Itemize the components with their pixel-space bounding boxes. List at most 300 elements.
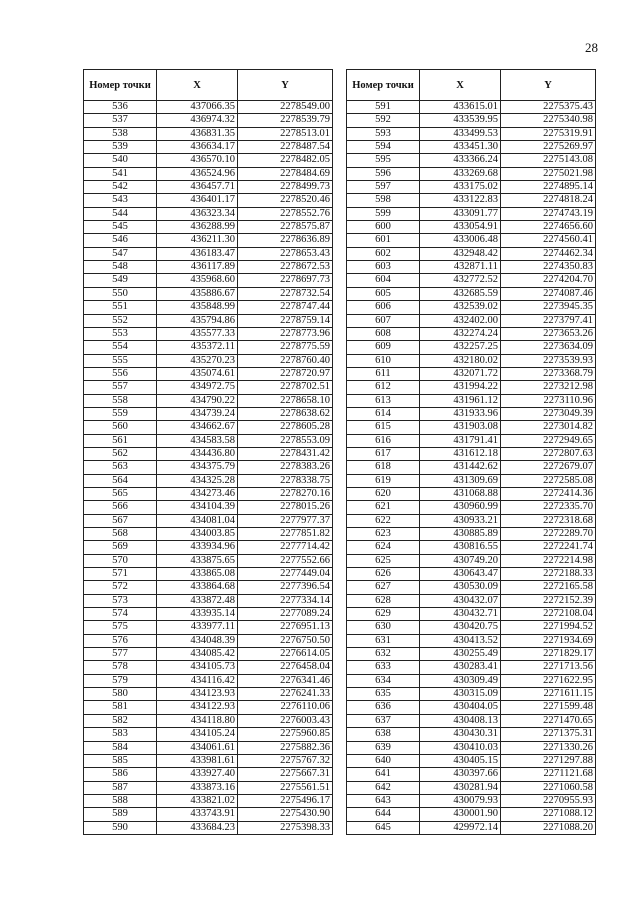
cell-x: 433269.68	[420, 167, 501, 180]
cell-y: 2273945.35	[501, 301, 596, 314]
cell-x: 434123.93	[157, 688, 238, 701]
cell-point-number: 550	[84, 287, 157, 300]
table-row	[84, 474, 333, 487]
cell-y: 2278760.40	[238, 354, 333, 367]
cell-point-number: 612	[347, 381, 420, 394]
cell-point-number: 581	[84, 701, 157, 714]
cell-y: 2274656.60	[501, 221, 596, 234]
table-row	[84, 407, 333, 420]
table-row	[347, 741, 596, 754]
coordinates-table-right	[346, 69, 596, 835]
cell-point-number: 613	[347, 394, 420, 407]
cell-x: 431068.88	[420, 487, 501, 500]
cell-x: 434662.67	[157, 421, 238, 434]
cell-y: 2271470.65	[501, 714, 596, 727]
cell-y: 2273212.98	[501, 381, 596, 394]
cell-y: 2276614.05	[238, 648, 333, 661]
cell-x: 434118.80	[157, 714, 238, 727]
cell-point-number: 559	[84, 407, 157, 420]
cell-x: 433977.11	[157, 621, 238, 634]
cell-x: 430001.90	[420, 808, 501, 821]
cell-point-number: 616	[347, 434, 420, 447]
table-row	[84, 608, 333, 621]
cell-x: 432685.59	[420, 287, 501, 300]
cell-point-number: 549	[84, 274, 157, 287]
cell-x: 432948.42	[420, 247, 501, 260]
cell-point-number: 644	[347, 808, 420, 821]
cell-y: 2278383.26	[238, 461, 333, 474]
cell-y: 2278697.73	[238, 274, 333, 287]
cell-point-number: 615	[347, 421, 420, 434]
cell-x: 434122.93	[157, 701, 238, 714]
cell-y: 2276341.46	[238, 674, 333, 687]
table-row	[347, 474, 596, 487]
cell-y: 2272335.70	[501, 501, 596, 514]
table-row	[84, 367, 333, 380]
cell-y: 2274350.83	[501, 261, 596, 274]
cell-x: 433927.40	[157, 768, 238, 781]
cell-point-number: 538	[84, 127, 157, 140]
cell-y: 2278553.09	[238, 434, 333, 447]
cell-y: 2278702.51	[238, 381, 333, 394]
cell-x: 432071.72	[420, 367, 501, 380]
cell-x: 436634.17	[157, 141, 238, 154]
cell-point-number: 627	[347, 581, 420, 594]
cell-x: 429972.14	[420, 821, 501, 834]
header-point-number: Номер точки	[347, 70, 420, 101]
table-row	[347, 594, 596, 607]
cell-y: 2272679.07	[501, 461, 596, 474]
table-row	[84, 341, 333, 354]
cell-y: 2271297.88	[501, 754, 596, 767]
table-row	[84, 354, 333, 367]
table-row	[347, 274, 596, 287]
cell-y: 2271088.12	[501, 808, 596, 821]
cell-x: 434085.42	[157, 648, 238, 661]
cell-point-number: 563	[84, 461, 157, 474]
cell-y: 2271121.68	[501, 768, 596, 781]
cell-y: 2276951.13	[238, 621, 333, 634]
cell-y: 2275496.17	[238, 794, 333, 807]
cell-y: 2277977.37	[238, 514, 333, 527]
cell-x: 433865.08	[157, 568, 238, 581]
cell-y: 2275375.43	[501, 101, 596, 114]
table-row	[347, 554, 596, 567]
cell-point-number: 564	[84, 474, 157, 487]
header-x: X	[420, 70, 501, 101]
cell-y: 2271088.20	[501, 821, 596, 834]
cell-x: 430643.47	[420, 568, 501, 581]
cell-x: 431994.22	[420, 381, 501, 394]
table-row	[84, 781, 333, 794]
table-body-right	[347, 101, 596, 835]
cell-y: 2278520.46	[238, 194, 333, 207]
table-row	[347, 114, 596, 127]
cell-x: 433873.16	[157, 781, 238, 794]
table-row	[347, 127, 596, 140]
cell-point-number: 635	[347, 688, 420, 701]
cell-x: 436323.34	[157, 207, 238, 220]
table-row	[347, 354, 596, 367]
cell-point-number: 594	[347, 141, 420, 154]
cell-x: 433821.02	[157, 794, 238, 807]
table-row	[84, 274, 333, 287]
cell-point-number: 592	[347, 114, 420, 127]
table-row	[347, 808, 596, 821]
cell-y: 2275143.08	[501, 154, 596, 167]
table-row	[347, 194, 596, 207]
cell-x: 436183.47	[157, 247, 238, 260]
cell-point-number: 539	[84, 141, 157, 154]
cell-y: 2278487.54	[238, 141, 333, 154]
cell-x: 434081.04	[157, 514, 238, 527]
cell-y: 2273014.82	[501, 421, 596, 434]
cell-x: 430933.21	[420, 514, 501, 527]
cell-point-number: 602	[347, 247, 420, 260]
cell-y: 2274204.70	[501, 274, 596, 287]
cell-point-number: 562	[84, 447, 157, 460]
cell-point-number: 645	[347, 821, 420, 834]
cell-y: 2277449.04	[238, 568, 333, 581]
cell-x: 430430.31	[420, 728, 501, 741]
cell-x: 430816.55	[420, 541, 501, 554]
cell-x: 436974.32	[157, 114, 238, 127]
cell-x: 431612.18	[420, 447, 501, 460]
cell-y: 2276241.33	[238, 688, 333, 701]
cell-point-number: 598	[347, 194, 420, 207]
cell-point-number: 552	[84, 314, 157, 327]
table-row	[84, 314, 333, 327]
table-row	[347, 648, 596, 661]
cell-y: 2272585.08	[501, 474, 596, 487]
cell-x: 430885.89	[420, 528, 501, 541]
table-row	[347, 754, 596, 767]
table-row	[84, 434, 333, 447]
table-row	[347, 581, 596, 594]
cell-x: 435074.61	[157, 367, 238, 380]
table-row	[347, 487, 596, 500]
table-row	[84, 808, 333, 821]
cell-point-number: 554	[84, 341, 157, 354]
cell-x: 433935.14	[157, 608, 238, 621]
cell-y: 2278775.59	[238, 341, 333, 354]
cell-x: 431309.69	[420, 474, 501, 487]
cell-x: 433872.48	[157, 594, 238, 607]
cell-x: 430420.75	[420, 621, 501, 634]
table-row	[84, 101, 333, 114]
cell-x: 430281.94	[420, 781, 501, 794]
cell-point-number: 546	[84, 234, 157, 247]
cell-x: 430432.07	[420, 594, 501, 607]
table-row	[84, 167, 333, 180]
cell-point-number: 591	[347, 101, 420, 114]
cell-y: 2272807.63	[501, 447, 596, 460]
table-row	[347, 287, 596, 300]
table-row	[84, 528, 333, 541]
cell-point-number: 570	[84, 554, 157, 567]
table-row	[347, 327, 596, 340]
cell-x: 431442.62	[420, 461, 501, 474]
cell-y: 2275767.32	[238, 754, 333, 767]
table-row	[84, 114, 333, 127]
cell-point-number: 603	[347, 261, 420, 274]
table-row	[347, 101, 596, 114]
cell-point-number: 589	[84, 808, 157, 821]
cell-x: 437066.35	[157, 101, 238, 114]
cell-y: 2272949.65	[501, 434, 596, 447]
cell-x: 430960.99	[420, 501, 501, 514]
cell-point-number: 587	[84, 781, 157, 794]
table-row	[347, 181, 596, 194]
table-row	[347, 608, 596, 621]
table-row	[84, 768, 333, 781]
cell-x: 431903.08	[420, 421, 501, 434]
cell-x: 430397.66	[420, 768, 501, 781]
cell-x: 435577.33	[157, 327, 238, 340]
cell-y: 2278636.89	[238, 234, 333, 247]
cell-x: 434104.39	[157, 501, 238, 514]
table-row	[84, 541, 333, 554]
cell-y: 2272414.36	[501, 487, 596, 500]
table-row	[347, 154, 596, 167]
cell-y: 2278549.00	[238, 101, 333, 114]
table-row	[347, 528, 596, 541]
table-row	[347, 501, 596, 514]
table-row	[347, 674, 596, 687]
cell-x: 433875.65	[157, 554, 238, 567]
cell-x: 434375.79	[157, 461, 238, 474]
cell-x: 433864.68	[157, 581, 238, 594]
table-row	[84, 221, 333, 234]
cell-y: 2271622.95	[501, 674, 596, 687]
cell-point-number: 642	[347, 781, 420, 794]
cell-x: 436570.10	[157, 154, 238, 167]
cell-point-number: 567	[84, 514, 157, 527]
header-point-number: Номер точки	[84, 70, 157, 101]
cell-y: 2278015.26	[238, 501, 333, 514]
cell-y: 2274087.46	[501, 287, 596, 300]
cell-y: 2275269.97	[501, 141, 596, 154]
cell-x: 436457.71	[157, 181, 238, 194]
table-row	[84, 741, 333, 754]
table-row	[347, 341, 596, 354]
table-body-left	[84, 101, 333, 835]
cell-point-number: 628	[347, 594, 420, 607]
cell-y: 2278338.75	[238, 474, 333, 487]
cell-x: 431933.96	[420, 407, 501, 420]
cell-y: 2277552.66	[238, 554, 333, 567]
cell-y: 2276750.50	[238, 634, 333, 647]
cell-x: 434105.73	[157, 661, 238, 674]
cell-point-number: 626	[347, 568, 420, 581]
cell-point-number: 620	[347, 487, 420, 500]
cell-point-number: 595	[347, 154, 420, 167]
cell-y: 2275960.85	[238, 728, 333, 741]
table-row	[347, 568, 596, 581]
cell-point-number: 543	[84, 194, 157, 207]
cell-y: 2272188.33	[501, 568, 596, 581]
table-row	[84, 661, 333, 674]
cell-x: 432274.24	[420, 327, 501, 340]
cell-y: 2276110.06	[238, 701, 333, 714]
cell-point-number: 547	[84, 247, 157, 260]
cell-point-number: 540	[84, 154, 157, 167]
cell-x: 433615.01	[420, 101, 501, 114]
cell-x: 434583.58	[157, 434, 238, 447]
cell-x: 430315.09	[420, 688, 501, 701]
table-row	[84, 461, 333, 474]
table-row	[84, 688, 333, 701]
table-row	[84, 634, 333, 647]
cell-point-number: 604	[347, 274, 420, 287]
cell-y: 2275561.51	[238, 781, 333, 794]
table-row	[347, 634, 596, 647]
cell-y: 2275319.91	[501, 127, 596, 140]
table-row	[347, 207, 596, 220]
cell-y: 2274895.14	[501, 181, 596, 194]
table-row	[84, 394, 333, 407]
cell-x: 430432.71	[420, 608, 501, 621]
table-row	[84, 821, 333, 834]
cell-y: 2271330.26	[501, 741, 596, 754]
cell-y: 2272289.70	[501, 528, 596, 541]
cell-point-number: 624	[347, 541, 420, 554]
cell-point-number: 629	[347, 608, 420, 621]
cell-x: 434790.22	[157, 394, 238, 407]
table-row	[84, 127, 333, 140]
cell-y: 2271994.52	[501, 621, 596, 634]
table-header-row	[84, 70, 333, 101]
cell-x: 430530.09	[420, 581, 501, 594]
table-row	[84, 594, 333, 607]
cell-y: 2271375.31	[501, 728, 596, 741]
table-row	[347, 381, 596, 394]
cell-point-number: 585	[84, 754, 157, 767]
cell-point-number: 553	[84, 327, 157, 340]
cell-y: 2278773.96	[238, 327, 333, 340]
cell-point-number: 608	[347, 327, 420, 340]
cell-y: 2278513.01	[238, 127, 333, 140]
cell-y: 2274818.24	[501, 194, 596, 207]
cell-point-number: 545	[84, 221, 157, 234]
table-header-row	[347, 70, 596, 101]
cell-x: 435794.86	[157, 314, 238, 327]
cell-x: 433054.91	[420, 221, 501, 234]
cell-point-number: 618	[347, 461, 420, 474]
cell-point-number: 600	[347, 221, 420, 234]
cell-point-number: 551	[84, 301, 157, 314]
cell-x: 431961.12	[420, 394, 501, 407]
cell-y: 2278270.16	[238, 487, 333, 500]
cell-y: 2273368.79	[501, 367, 596, 380]
table-row	[84, 261, 333, 274]
cell-x: 433122.83	[420, 194, 501, 207]
cell-x: 433743.91	[157, 808, 238, 821]
cell-x: 433981.61	[157, 754, 238, 767]
cell-x: 430079.93	[420, 794, 501, 807]
table-row	[84, 728, 333, 741]
cell-x: 434003.85	[157, 528, 238, 541]
cell-y: 2278482.05	[238, 154, 333, 167]
cell-point-number: 537	[84, 114, 157, 127]
table-row	[84, 674, 333, 687]
cell-point-number: 560	[84, 421, 157, 434]
cell-point-number: 640	[347, 754, 420, 767]
cell-x: 434972.75	[157, 381, 238, 394]
cell-point-number: 623	[347, 528, 420, 541]
cell-point-number: 596	[347, 167, 420, 180]
cell-point-number: 601	[347, 234, 420, 247]
table-row	[84, 514, 333, 527]
table-row	[347, 688, 596, 701]
cell-x: 432257.25	[420, 341, 501, 354]
cell-y: 2278539.79	[238, 114, 333, 127]
cell-y: 2272108.04	[501, 608, 596, 621]
cell-y: 2278653.43	[238, 247, 333, 260]
table-row	[84, 194, 333, 207]
table-row	[84, 421, 333, 434]
table-row	[84, 794, 333, 807]
cell-point-number: 569	[84, 541, 157, 554]
cell-point-number: 565	[84, 487, 157, 500]
cell-y: 2271713.56	[501, 661, 596, 674]
cell-x: 436117.89	[157, 261, 238, 274]
cell-point-number: 638	[347, 728, 420, 741]
cell-point-number: 641	[347, 768, 420, 781]
cell-point-number: 548	[84, 261, 157, 274]
cell-point-number: 633	[347, 661, 420, 674]
cell-y: 2277714.42	[238, 541, 333, 554]
cell-x: 435886.67	[157, 287, 238, 300]
cell-y: 2271829.17	[501, 648, 596, 661]
cell-x: 433006.48	[420, 234, 501, 247]
cell-point-number: 625	[347, 554, 420, 567]
table-row	[347, 234, 596, 247]
header-y: Y	[501, 70, 596, 101]
cell-x: 434061.61	[157, 741, 238, 754]
cell-x: 435968.60	[157, 274, 238, 287]
cell-y: 2274560.41	[501, 234, 596, 247]
table-row	[84, 207, 333, 220]
cell-x: 435270.23	[157, 354, 238, 367]
cell-x: 435372.11	[157, 341, 238, 354]
cell-point-number: 586	[84, 768, 157, 781]
table-row	[84, 381, 333, 394]
table-row	[347, 301, 596, 314]
cell-point-number: 588	[84, 794, 157, 807]
cell-x: 434116.42	[157, 674, 238, 687]
cell-point-number: 599	[347, 207, 420, 220]
cell-y: 2275398.33	[238, 821, 333, 834]
cell-point-number: 561	[84, 434, 157, 447]
table-row	[84, 301, 333, 314]
cell-y: 2273634.09	[501, 341, 596, 354]
table-row	[84, 234, 333, 247]
cell-point-number: 557	[84, 381, 157, 394]
cell-y: 2275667.31	[238, 768, 333, 781]
cell-x: 432871.11	[420, 261, 501, 274]
cell-y: 2275021.98	[501, 167, 596, 180]
cell-point-number: 568	[84, 528, 157, 541]
cell-y: 2271934.69	[501, 634, 596, 647]
cell-point-number: 582	[84, 714, 157, 727]
cell-point-number: 607	[347, 314, 420, 327]
cell-y: 2278732.54	[238, 287, 333, 300]
cell-y: 2278720.97	[238, 367, 333, 380]
cell-point-number: 621	[347, 501, 420, 514]
cell-x: 433499.53	[420, 127, 501, 140]
table-row	[84, 327, 333, 340]
